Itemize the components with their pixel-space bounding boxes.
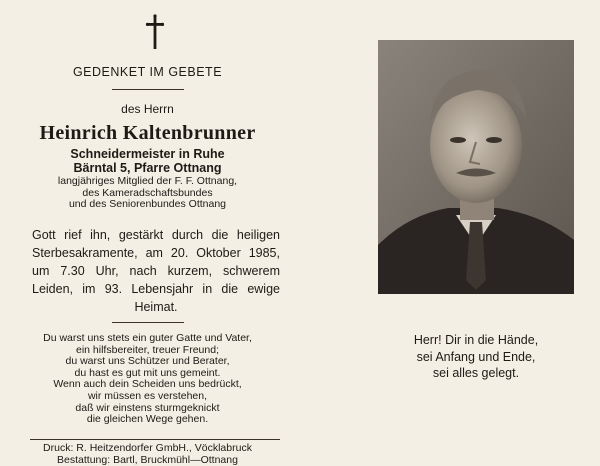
prayer-line: sei alles gelegt. bbox=[432, 366, 520, 380]
death-notice-line: Heimat. bbox=[134, 300, 178, 314]
membership-list bbox=[20, 176, 275, 211]
printer-credits bbox=[20, 442, 275, 466]
death-notice-line: Sterbesakramente, am 20. Oktober 1985, bbox=[32, 246, 280, 260]
printer-line: Druck: R. Heitzendorfer GmbH., Vöcklabruck bbox=[43, 442, 252, 454]
membership-line: langjähriges Mitglied der F. F. Ottnang, bbox=[57, 175, 238, 187]
prayer-line: Herr! Dir in die Hände, bbox=[413, 333, 539, 347]
death-notice-line: Leiden, im 93. Lebensjahr in die ewige bbox=[32, 282, 280, 296]
membership-line: und des Seniorenbundes Ottnang bbox=[68, 198, 227, 210]
prayer-verse bbox=[378, 332, 574, 382]
memorial-poem bbox=[20, 333, 275, 426]
prayer-line: sei Anfang und Ende, bbox=[416, 349, 536, 364]
deceased-details bbox=[20, 147, 275, 175]
divider bbox=[30, 439, 280, 440]
divider bbox=[112, 322, 184, 323]
address: Bärntal 5, Pfarre Ottnang bbox=[73, 161, 222, 175]
membership-line: des Kameradschaftsbundes bbox=[82, 186, 213, 199]
poem-line: die gleichen Wege gehen. bbox=[86, 413, 209, 426]
des-herrn-label: des Herrn bbox=[121, 102, 174, 116]
death-notice bbox=[32, 226, 280, 316]
deceased-name: Heinrich Kaltenbrunner bbox=[39, 122, 256, 144]
poem-line: daß wir einstens sturmgeknickt bbox=[75, 401, 220, 414]
poem-line: Wenn auch dein Scheiden uns bedrückt, bbox=[53, 378, 242, 391]
poem-line: du hast es gut mit uns gemeint. bbox=[74, 366, 221, 379]
occupation: Schneidermeister in Ruhe bbox=[70, 147, 225, 161]
latin-cross-icon bbox=[145, 14, 165, 50]
poem-line: ein hilfsbereiter, treuer Freund; bbox=[76, 343, 219, 356]
undertaker-line: Bestattung: Bartl, Bruckmühl—Ottnang bbox=[57, 454, 238, 466]
death-notice-line: um 7.30 Uhr, nach kurzem, schwerem bbox=[32, 264, 280, 278]
poem-line: wir müssen es verstehen, bbox=[87, 389, 208, 402]
remembrance-heading: GEDENKET IM GEBETE bbox=[72, 65, 223, 79]
death-notice-line: Gott rief ihn, gestärkt durch die heiligen bbox=[32, 228, 280, 242]
divider bbox=[112, 89, 184, 90]
portrait-photo bbox=[378, 40, 574, 294]
poem-line: Du warst uns stets ein guter Gatte und Vater, bbox=[43, 332, 252, 344]
poem-line: du warst uns Schützer und Berater, bbox=[65, 355, 230, 368]
